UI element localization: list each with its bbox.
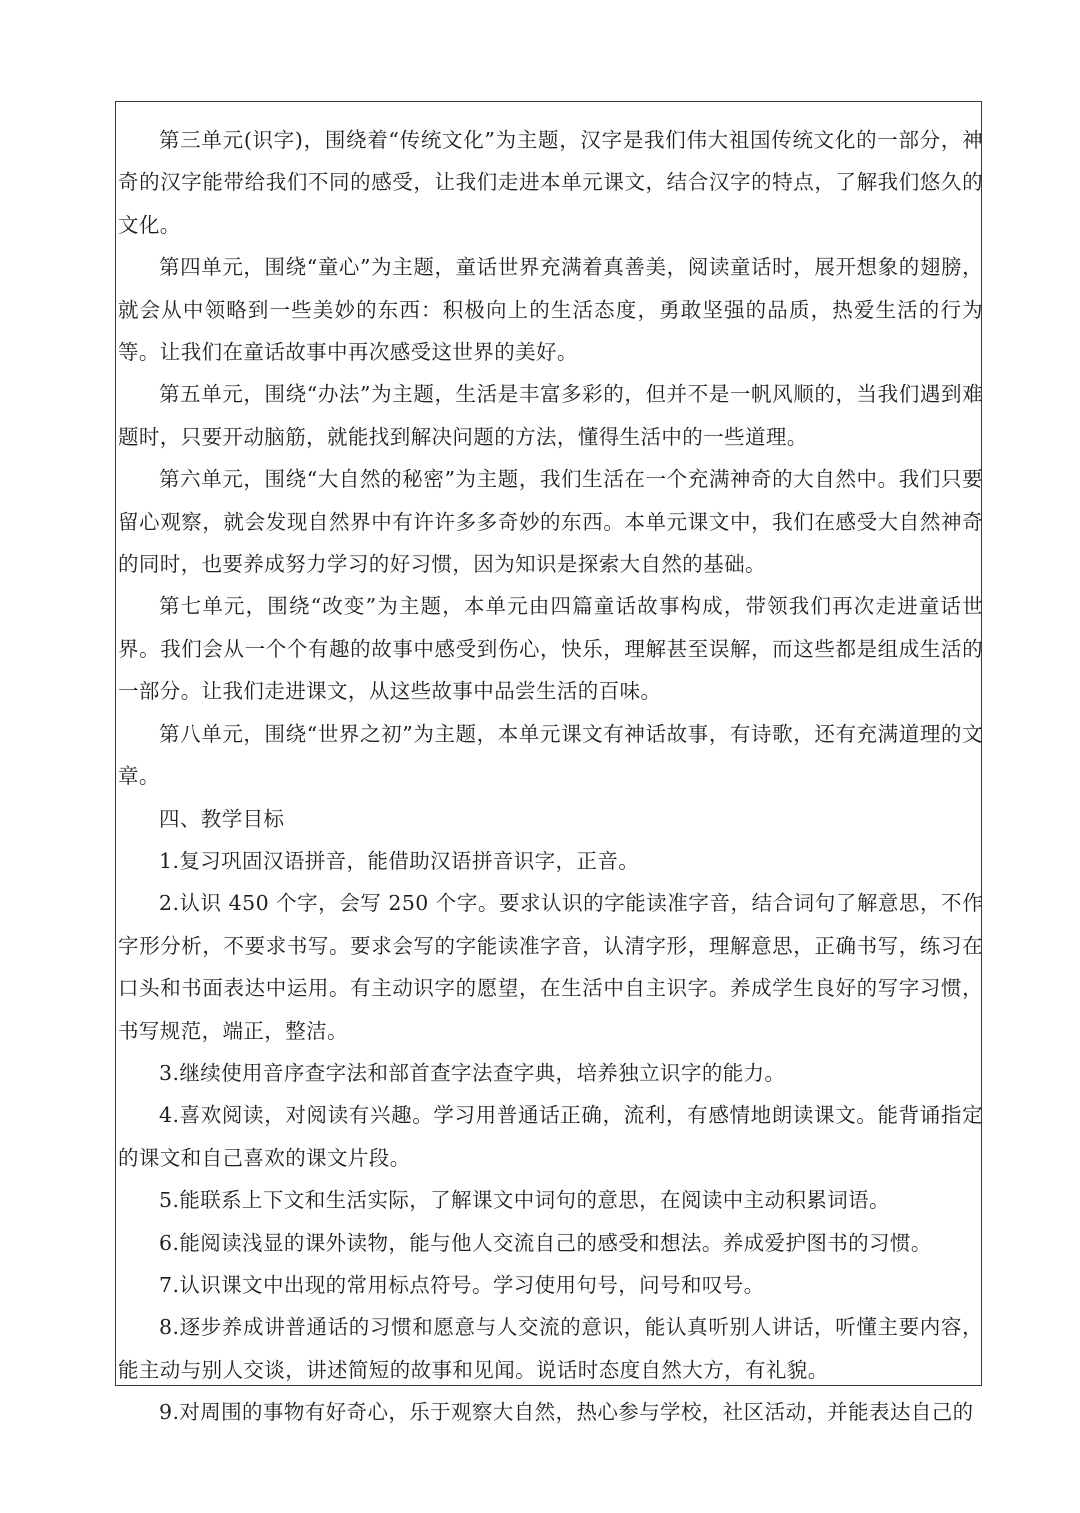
unit-6-description: 第六单元，围绕“大自然的秘密”为主题，我们生活在一个充满神奇的大自然中。我们只要留心观察，就会发现自然界中有许许多多奇妙的东西。本单元课文中，我们在感受大自然神奇的同时，也要养成努力学习的好习惯，因为知识是探索大自然的基础。 — [118, 467, 983, 577]
goal-item-7: 7.认识课文中出现的常用标点符号。学习使用句号，问号和叹号。 — [159, 1272, 765, 1297]
goal-item-8: 8.逐步养成讲普通话的习惯和愿意与人交流的意识，能认真听别人讲话，听懂主要内容，能主动与别人交谈，讲述简短的故事和见闻。说话时态度自然大方，有礼貌。 — [118, 1315, 983, 1382]
unit-5-description: 第五单元，围绕“办法”为主题，生活是丰富多彩的，但并不是一帆风顺的，当我们遇到难题时，只要开动脑筋，就能找到解决问题的方法，懂得生活中的一些道理。 — [118, 382, 983, 449]
goal-item-6: 6.能阅读浅显的课外读物，能与他人交流自己的感受和想法。养成爱护图书的习惯。 — [159, 1230, 932, 1255]
unit-8-description: 第八单元，围绕“世界之初”为主题，本单元课文有神话故事，有诗歌，还有充满道理的文章。 — [118, 721, 983, 789]
document-table-cell — [115, 101, 983, 1425]
goal-item-4: 4.喜欢阅读，对阅读有兴趣。学习用普通话正确，流利，有感情地朗读课文。能背诵指定的课文和自己喜欢的课文片段。 — [118, 1103, 983, 1170]
goal-item-9: 9.对周围的事物有好奇心，乐于观察大自然，热心参与学校，社区活动，并能表达自己的 — [159, 1400, 974, 1425]
goal-item-1: 1.复习巩固汉语拼音，能借助汉语拼音识字，正音。 — [159, 848, 640, 873]
document-body — [118, 119, 983, 1434]
goal-item-3: 3.继续使用音序查字法和部首查字法查字典，培养独立识字的能力。 — [159, 1060, 786, 1085]
unit-3-description: 第三单元(识字)，围绕着“传统文化”为主题，汉字是我们伟大祖国传统文化的一部分，神奇的汉字能带给我们不同的感受，让我们走进本单元课文，结合汉字的特点，了解我们悠久的文化。 — [118, 128, 983, 237]
unit-4-description: 第四单元，围绕“童心”为主题，童话世界充满着真善美，阅读童话时，展开想象的翅膀，就会从中领略到一些美妙的东西：积极向上的生活态度，勇敢坚强的品质，热爱生活的行为等。让我们在童话故事中再次感受这世界的美好。 — [118, 255, 983, 365]
section-heading-teaching-goals: 四、教学目标 — [159, 806, 285, 831]
goal-item-5: 5.能联系上下文和生活实际，了解课文中词句的意思，在阅读中主动积累词语。 — [159, 1188, 890, 1213]
goal-item-2: 2.认识 450 个字，会写 250 个字。要求认识的字能读准字音，结合词句了解意思，不作字形分析，不要求书写。要求会写的字能读准字音，认清字形，理解意思，正确书写，练习在口头和书面表达中运用。有主动识字的愿望，在生活中自主识字。养成学生良好的写字习惯，书写规范，端正，整洁。 — [118, 891, 983, 1043]
unit-7-description: 第七单元，围绕“改变”为主题，本单元由四篇童话故事构成，带领我们再次走进童话世界。我们会从一个个有趣的故事中感受到伤心，快乐，理解甚至误解，而这些都是组成生活的一部分。让我们走进课文，从这些故事中品尝生活的百味。 — [118, 594, 983, 704]
